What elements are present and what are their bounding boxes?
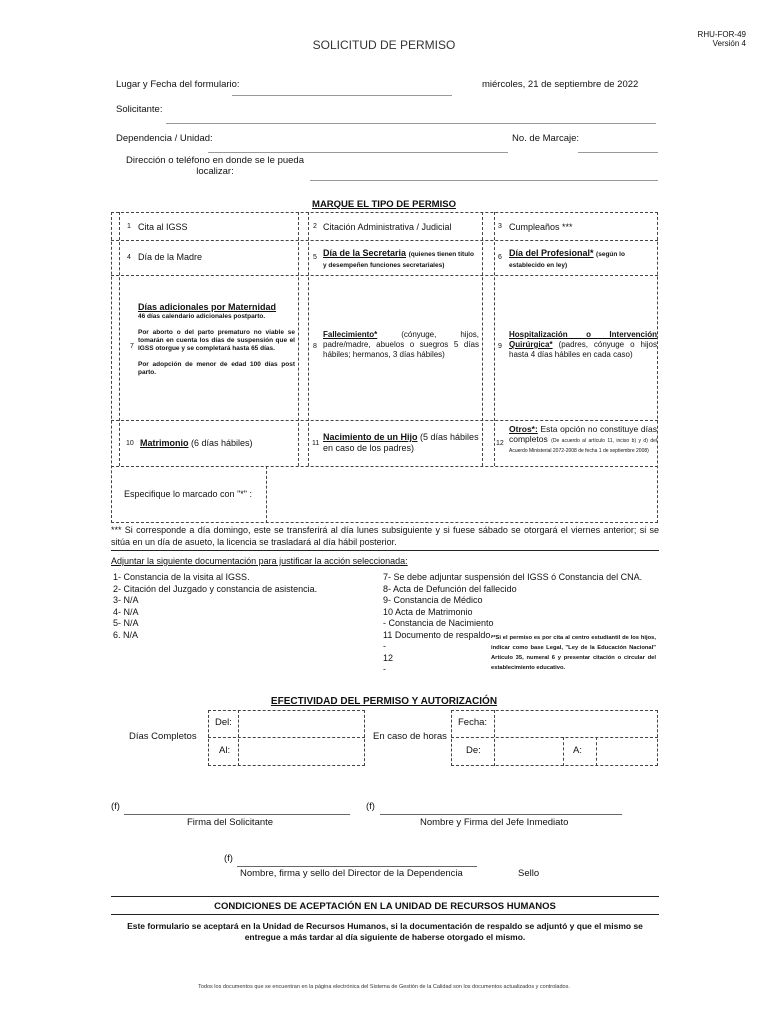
col-sep [482,212,483,466]
dia-profesional-title: Día del Profesional* [509,248,594,258]
item-num-1: 1 [127,223,131,230]
dias-completos-label: Días Completos [129,731,197,742]
especifique-label: Especifique lo marcado con "*" : [124,489,252,499]
item-num-6: 6 [498,254,502,261]
firma-director-line[interactable] [237,866,477,867]
item-num-3: 3 [498,223,502,230]
fallecimiento-title: Fallecimiento* [323,330,378,339]
option-dia-profesional[interactable] [509,248,657,270]
doc-right-10b: - Constancia de Nacimiento [383,618,494,628]
maternidad-desc2: Por aborto o del parto prematuro no viable se tomarán en cuenta los días de suspensión que el IGSS otorgue y se completará hasta 65 días. [138,329,295,352]
efectividad-right-sep [451,737,658,738]
option-matrimonio[interactable] [140,438,253,449]
item-num-2: 2 [313,223,317,230]
option-cita-igss[interactable]: Cita al IGSS [138,222,188,232]
firma-solicitante-line[interactable] [124,814,350,815]
otros-title: Otros*: [509,424,538,434]
lugar-fecha-label: Lugar y Fecha del formulario: [116,79,240,90]
sello-label: Sello [518,868,540,879]
item-num-5: 5 [313,254,317,261]
otros-desc2: (De acuerdo al artículo 11, inciso b) y d) del Acuerdo Ministerial 2072-2008 de fecha 1 de septiembre 2008) [509,438,657,454]
condiciones-heading: CONDICIONES DE ACEPTACIÓN EN LA UNIDAD DE RECURSOS HUMANOS [214,901,556,912]
item-num-7: 7 [130,343,134,350]
row-sep [111,275,658,276]
matrimonio-title: Matrimonio [140,438,189,448]
tipo-heading: MARQUE EL TIPO DE PERMISO [312,199,456,210]
doc-right-11: 11 Documento de respaldo. [383,629,493,640]
option-citacion[interactable]: Citación Administrativa / Judicial [323,222,452,232]
dia-secretaria-desc: (quienes tienen título y desempeñen funciones secretariales) [323,251,474,269]
nacimiento-title: Nacimiento de un Hijo [323,432,418,442]
docs-heading: Adjuntar la siguiente documentación para justificar la acción seleccionada: [111,556,408,566]
doc-left-4: 4- N/A [113,606,139,617]
f-solicitante: (f) [111,801,120,812]
de-label: De: [466,745,481,756]
al-label: Al: [219,745,231,756]
page-title: SOLICITUD DE PERMISO [312,38,456,52]
doc-right-9: 9- Constancia de Médico [383,595,483,605]
solicitante-label: Solicitante: [116,104,163,115]
fecha-value[interactable]: miércoles, 21 de septiembre de 2022 [482,79,639,90]
item-num-9: 9 [498,343,502,350]
f-jefe: (f) [366,801,375,812]
option-nacimiento[interactable] [323,432,479,454]
option-cumpleanos[interactable]: Cumpleaños *** [509,222,573,232]
hospitalizacion-desc: (padres, cónyuge o hijos hasta 4 días hábiles en cada caso) [509,340,657,359]
marcaje-line[interactable] [578,152,658,153]
doc-right-12: 12 [383,652,394,663]
doc-right-11b: - [383,641,386,651]
doc-note-11: **Si el permiso es por cita al centro estudiantil de los hijos, indicar como base Legal, "Ley de la Educación Nacional" Artículo 35, numeral 6 y presentar citación o circular del establecimiento educativo. [491,635,656,671]
otros-desc: Esta opción no constituye días completos [509,424,657,444]
condiciones-bottom-rule [111,914,659,915]
nota-divider [111,550,659,551]
condiciones-text: Este formulario se aceptará en la Unidad de Recursos Humanos, si la documentación de respaldo se adjuntó y que el mismo se entregue a más tardar al día siguiente de haberse otorgado el mismo. [127,921,643,942]
row-sep [111,240,658,241]
a-label: A: [573,745,582,756]
dependencia-line[interactable] [208,152,508,153]
doc-right-12b: - [383,664,386,674]
firma-jefe-label: Nombre y Firma del Jefe Inmediato [420,817,569,828]
efectividad-right-col1 [494,710,495,766]
option-hospitalizacion[interactable] [509,330,657,360]
item-num-8: 8 [313,343,317,350]
solicitante-line[interactable] [166,123,656,124]
firma-jefe-line[interactable] [380,814,622,815]
col-sep [119,212,120,466]
maternidad-desc: 46 días calendario adicionales postparto. [138,313,266,320]
a-field[interactable] [598,739,657,765]
col-sep [494,212,495,466]
efectividad-left-sep [208,737,365,738]
dia-secretaria-title: Día de la Secretaria [323,248,407,258]
maternidad-desc3: Por adopción de menor de edad 100 días post parto. [138,361,295,376]
doc-left-6: 6. N/A [113,629,139,640]
del-label: Del: [215,717,232,728]
col-sep [266,466,267,523]
horas-label: En caso de horas [373,731,447,742]
doc-right-8: 8- Acta de Defunción del fallecido [383,583,517,594]
doc-right-7: 7- Se debe adjuntar suspensión del IGSS ó Constancia del CNA. [383,572,643,582]
doc-left-3: 3- N/A [113,595,139,605]
firma-director-label: Nombre, firma y sello del Director de la Dependencia [240,868,463,879]
doc-left-1: 1- Constancia de la visita al IGSS. [113,572,250,582]
option-maternidad[interactable] [138,302,295,377]
direccion-label [120,155,310,177]
hospitalizacion-title: Hospitalización o Intervención Quirúrgica* [509,330,657,349]
efectividad-right-col2 [563,737,564,766]
item-num-4: 4 [127,254,131,261]
item-num-11: 11 [312,440,320,447]
firma-solicitante-label: Firma del Solicitante [187,817,274,828]
efectividad-left-col [238,710,239,766]
col-sep [308,212,309,466]
row-sep [111,466,658,467]
direccion-label-2: localizar: [196,166,234,177]
doc-right-10: 10 Acta de Matrimonio [383,606,473,617]
option-fallecimiento[interactable] [323,330,479,360]
dia-profesional-desc: (según lo establecido en ley) [509,251,625,269]
efectividad-right-col3 [596,737,597,766]
f-director: (f) [224,853,233,864]
de-field[interactable] [496,739,562,765]
docs-left-list [113,572,317,641]
matrimonio-desc: (6 días hábiles) [191,438,253,448]
al-field[interactable] [240,739,364,765]
especifique-field[interactable] [268,468,656,522]
col-sep [298,212,299,466]
efectividad-heading: EFECTIVIDAD DEL PERMISO Y AUTORIZACIÓN [270,696,498,707]
condiciones-top-rule [111,896,659,897]
dependencia-label: Dependencia / Unidad: [116,133,213,144]
maternidad-title: Días adicionales por Maternidad [138,302,277,312]
doc-left-5: 5- N/A [113,618,139,628]
del-field[interactable] [240,711,364,736]
item-num-10: 10 [126,440,134,447]
item-num-12: 12 [496,440,504,447]
marcaje-label: No. de Marcaje: [512,133,580,144]
row-sep [111,420,658,421]
fecha-field[interactable] [496,711,657,736]
nota-cumpleanos: *** Si corresponde a día domingo, este se transferirá al día lunes subsiguiente y si fuese sábado se otorgará el viernes anterior; si se sitúa en un día de asueto, la licencia se trasladará al día hábil posterior. [111,525,659,547]
doc-left-2: 2- Citación del Juzgado y constancia de asistencia. [113,583,318,594]
nacimiento-desc: (5 días hábiles en caso de los padres) [323,432,479,453]
option-dia-secretaria[interactable] [323,248,479,270]
option-otros[interactable] [509,424,657,454]
direccion-label-1: Dirección o teléfono en donde se le pueda [126,155,304,166]
form-version: Versión 4 [712,39,746,48]
option-dia-madre[interactable]: Día de la Madre [138,252,203,262]
fecha-label: Fecha: [458,717,488,728]
lugar-fecha-line[interactable] [232,95,452,96]
fallecimiento-desc: (cónyuge, hijos, padre/madre, abuelos o suegros 5 días hábiles; hermanos, 3 días hábiles) [323,330,479,359]
direccion-line[interactable] [310,180,658,181]
form-code-id: RHU-FOR-49 [697,30,746,39]
page-footer: Todos los documentos que se encuentran en la página electrónica del Sistema de Gestión de la Calidad son los documentos actualizados y controlados. [198,984,570,990]
